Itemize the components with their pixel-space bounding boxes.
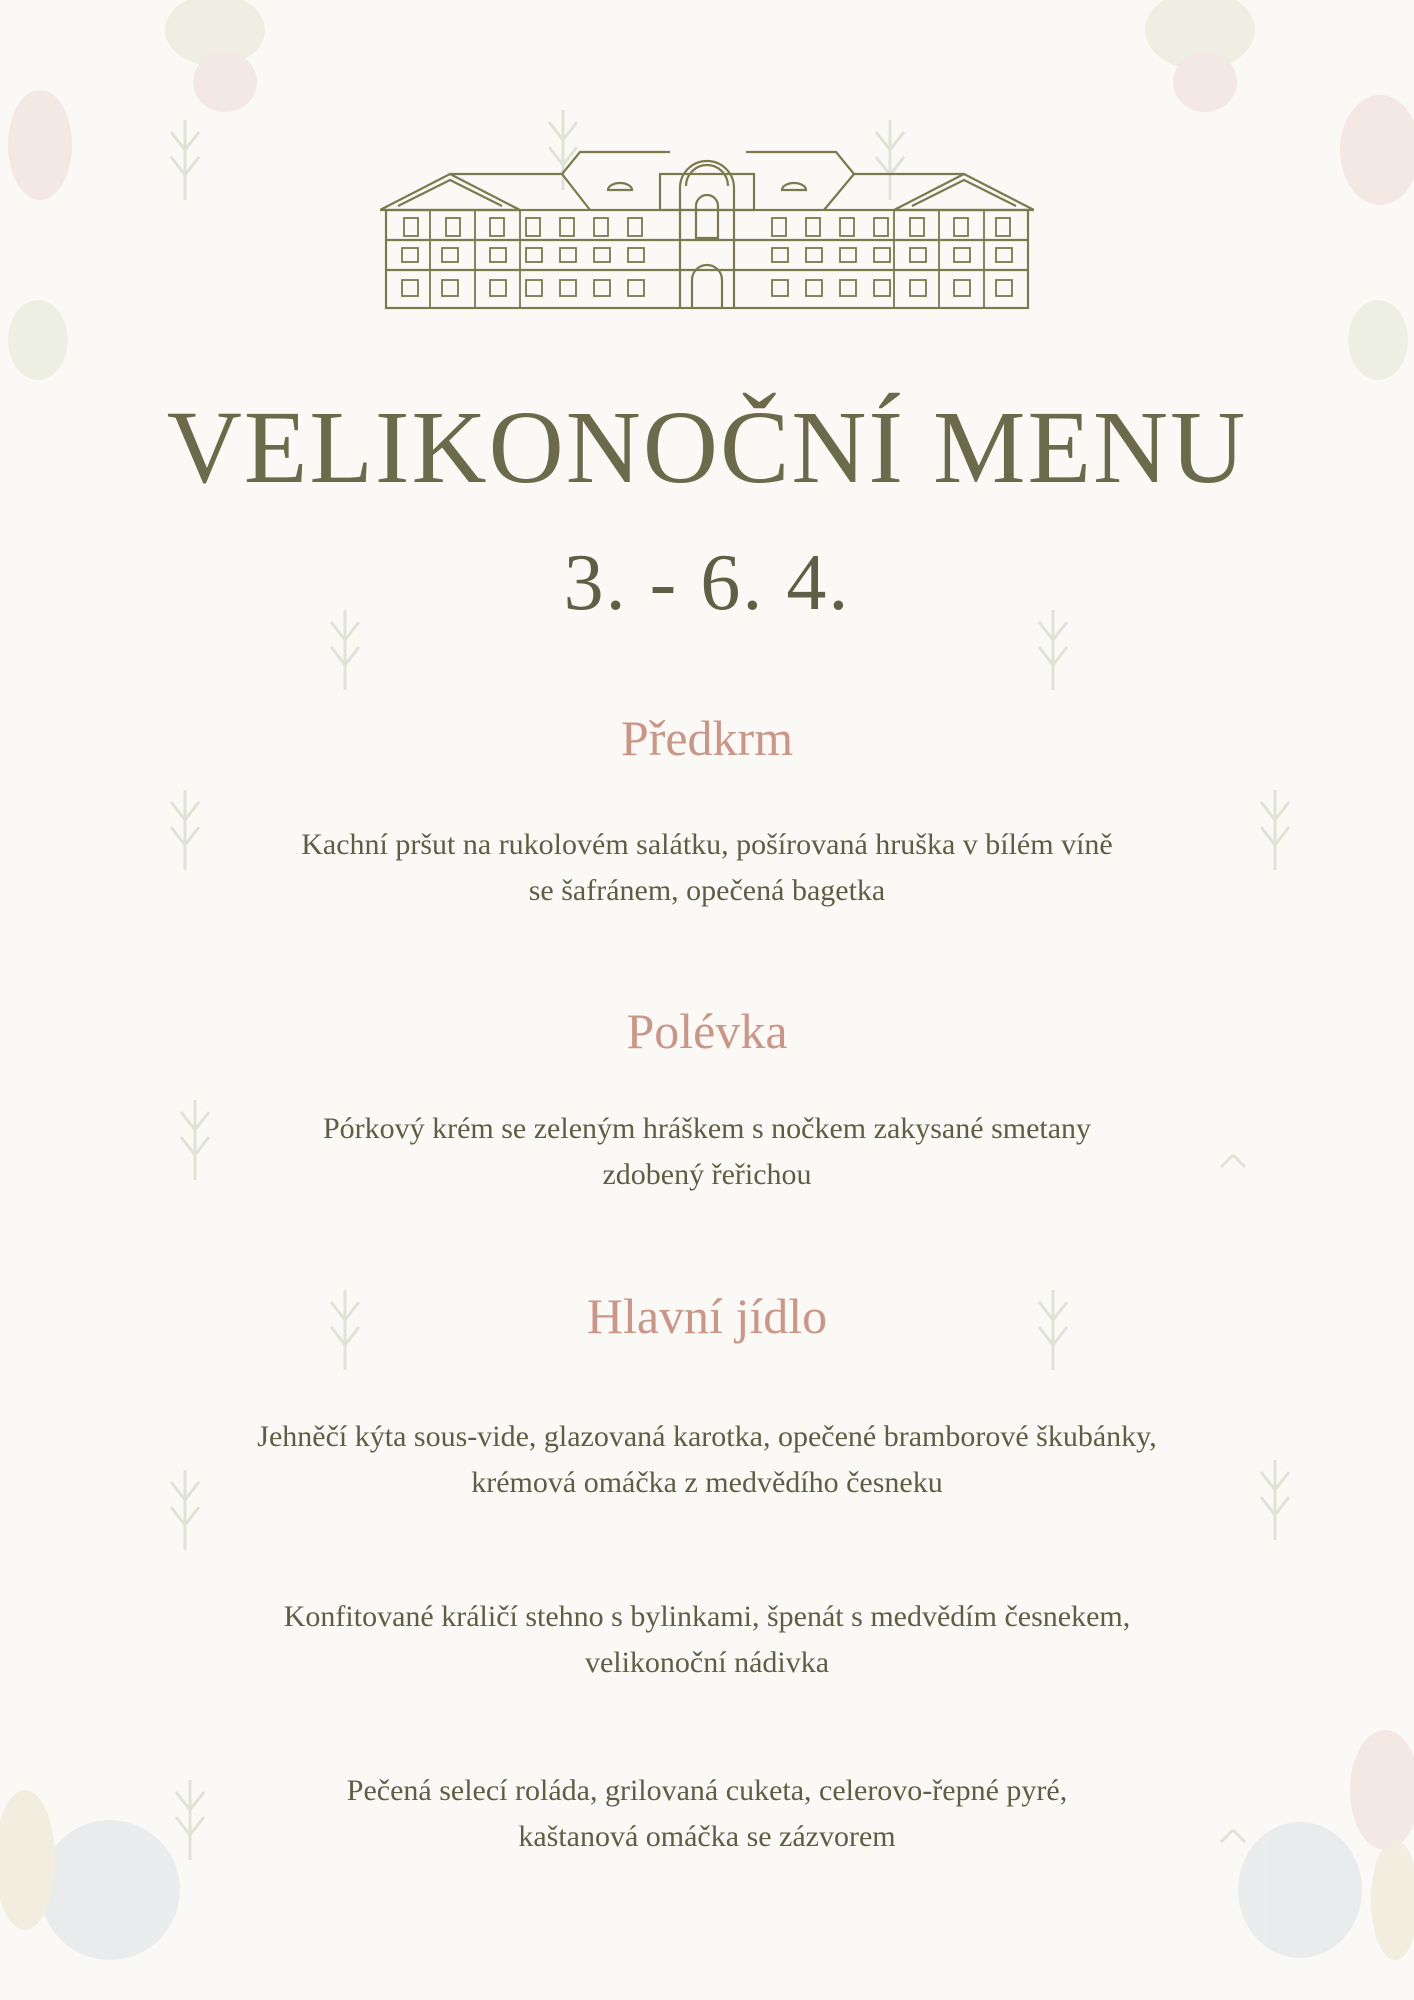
dish-main-2 <box>0 1594 1414 1686</box>
chateau-building-icon <box>380 148 1034 310</box>
dish-line: Pečená selecí roláda, grilovaná cuketa, celerovo-řepné pyré, <box>346 1774 1068 1807</box>
dish-soup <box>0 1106 1414 1198</box>
section-heading-predkrm: Předkrm <box>620 710 794 766</box>
dish-line: Pórkový krém se zeleným hráškem s nočkem zakysané smetany <box>322 1112 1092 1145</box>
dish-line: krémová omáčka z medvědího česneku <box>471 1466 943 1499</box>
dish-main-3 <box>0 1768 1414 1860</box>
dish-main-1 <box>0 1414 1414 1506</box>
dish-line: kaštanová omáčka se zázvorem <box>518 1820 896 1853</box>
dish-line: zdobený řeřichou <box>602 1158 812 1191</box>
page-title: VELIKONOČNÍ MENU <box>166 390 1248 505</box>
dish-line: se šafránem, opečená bagetka <box>528 874 886 907</box>
dish-line: Konfitované králičí stehno s bylinkami, špenát s medvědím česnekem, <box>283 1600 1131 1633</box>
dish-line: Jehněčí kýta sous-vide, glazovaná karotka, opečené bramborové škubánky, <box>257 1420 1157 1453</box>
section-heading-polevka: Polévka <box>626 1003 788 1059</box>
date-range: 3. - 6. 4. <box>563 539 851 627</box>
dish-line: velikonoční nádivka <box>584 1646 830 1679</box>
dish-line: Kachní pršut na rukolovém salátku, pošírovaná hruška v bílém víně <box>301 828 1113 861</box>
section-heading-hlavni-jidlo: Hlavní jídlo <box>586 1288 828 1344</box>
dish-starter <box>0 822 1414 914</box>
